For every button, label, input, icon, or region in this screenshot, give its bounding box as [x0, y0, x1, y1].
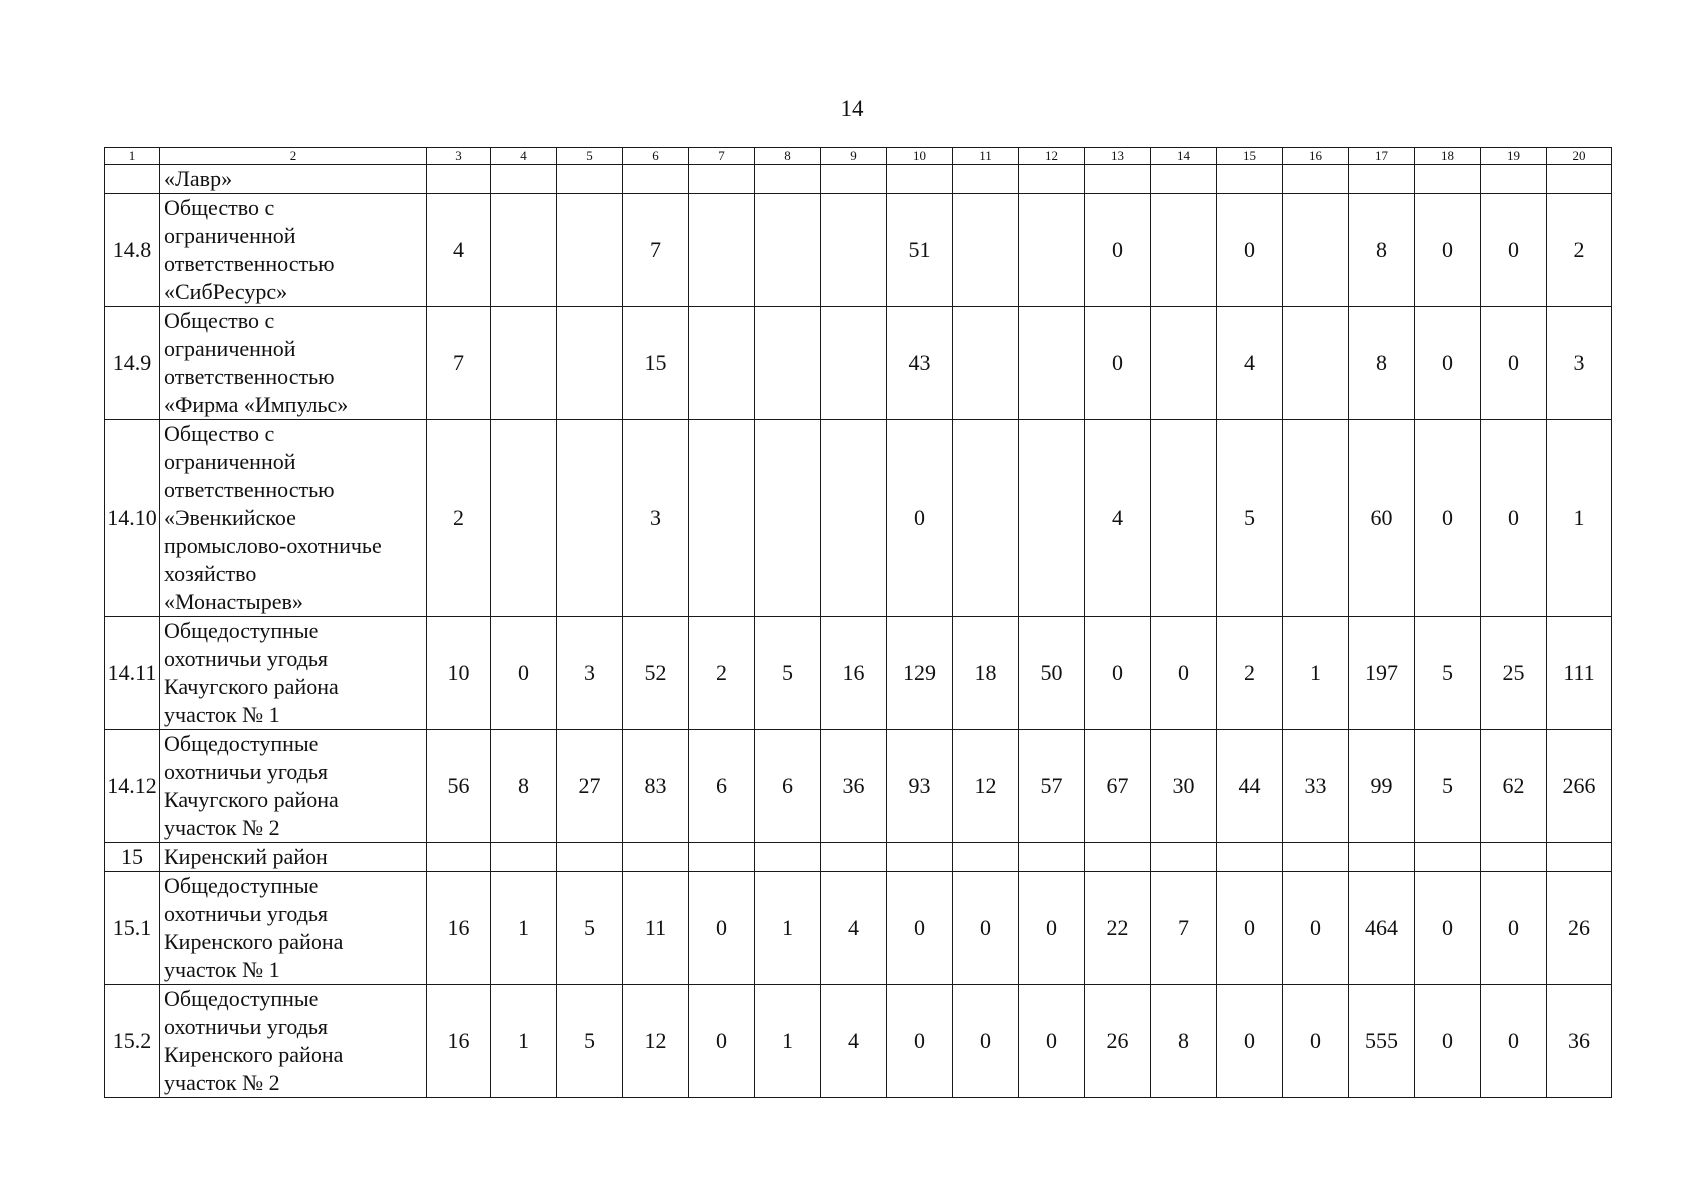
row-name-line: охотничьи угодья — [164, 901, 329, 926]
value-cell — [953, 165, 1019, 194]
row-name-line: «Эвенкийское — [164, 505, 296, 530]
value-cell — [557, 307, 623, 420]
value-cell: 5 — [1217, 420, 1283, 617]
value-cell — [1547, 843, 1612, 872]
row-name-cell — [160, 872, 427, 985]
value-cell: 3 — [557, 617, 623, 730]
value-cell: 1 — [491, 985, 557, 1098]
value-cell: 0 — [887, 420, 953, 617]
value-cell: 4 — [821, 985, 887, 1098]
value-cell — [1151, 165, 1217, 194]
value-cell: 52 — [623, 617, 689, 730]
value-cell — [887, 165, 953, 194]
column-number-cell: 15 — [1217, 148, 1283, 165]
value-cell: 16 — [427, 872, 491, 985]
value-cell: 5 — [755, 617, 821, 730]
row-name-line: ограниченной — [164, 336, 296, 361]
value-cell: 0 — [1481, 307, 1547, 420]
value-cell — [427, 843, 491, 872]
value-cell — [1019, 420, 1085, 617]
value-cell — [887, 843, 953, 872]
value-cell — [1151, 307, 1217, 420]
value-cell: 26 — [1085, 985, 1151, 1098]
value-cell — [755, 843, 821, 872]
value-cell — [1283, 843, 1349, 872]
value-cell — [1019, 194, 1085, 307]
value-cell: 50 — [1019, 617, 1085, 730]
value-cell: 93 — [887, 730, 953, 843]
value-cell: 2 — [427, 420, 491, 617]
column-number-cell: 13 — [1085, 148, 1151, 165]
row-name-line: Киренский район — [164, 844, 328, 869]
value-cell: 0 — [689, 985, 755, 1098]
row-name-line: «СибРесурс» — [164, 279, 288, 304]
value-cell: 12 — [953, 730, 1019, 843]
row-number-cell: 15.1 — [105, 872, 160, 985]
row-name-cell — [160, 730, 427, 843]
value-cell — [755, 194, 821, 307]
row-number-cell: 14.10 — [105, 420, 160, 617]
row-name-cell — [160, 843, 427, 872]
value-cell — [1217, 165, 1283, 194]
table-row — [105, 985, 1612, 1098]
value-cell — [821, 194, 887, 307]
row-name-line: Киренского района — [164, 929, 344, 954]
value-cell — [821, 307, 887, 420]
value-cell — [689, 420, 755, 617]
value-cell: 5 — [1415, 617, 1481, 730]
row-name-line: Киренского района — [164, 1042, 344, 1067]
table-row — [105, 843, 1612, 872]
value-cell — [689, 307, 755, 420]
value-cell: 197 — [1349, 617, 1415, 730]
value-cell: 0 — [1481, 194, 1547, 307]
row-name-line: ограниченной — [164, 223, 296, 248]
value-cell: 0 — [491, 617, 557, 730]
value-cell: 1 — [1547, 420, 1612, 617]
row-name-cell — [160, 307, 427, 420]
row-name-line: хозяйство — [164, 561, 257, 586]
value-cell: 7 — [427, 307, 491, 420]
value-cell — [1019, 165, 1085, 194]
column-number-cell: 19 — [1481, 148, 1547, 165]
row-name-line: участок № 1 — [164, 957, 280, 982]
row-name-cell — [160, 165, 427, 194]
table-row — [105, 730, 1612, 843]
value-cell: 10 — [427, 617, 491, 730]
value-cell: 111 — [1547, 617, 1612, 730]
value-cell — [953, 194, 1019, 307]
column-number-cell: 4 — [491, 148, 557, 165]
column-number-cell: 11 — [953, 148, 1019, 165]
value-cell: 7 — [1151, 872, 1217, 985]
column-number-cell: 5 — [557, 148, 623, 165]
column-number-cell: 12 — [1019, 148, 1085, 165]
row-name-line: Общедоступные — [164, 731, 319, 756]
table-row — [105, 617, 1612, 730]
value-cell — [1349, 165, 1415, 194]
value-cell — [755, 165, 821, 194]
value-cell: 30 — [1151, 730, 1217, 843]
value-cell: 7 — [623, 194, 689, 307]
value-cell — [755, 307, 821, 420]
table-row — [105, 420, 1612, 617]
column-number-cell: 1 — [105, 148, 160, 165]
row-name-line: участок № 1 — [164, 702, 280, 727]
value-cell: 0 — [1283, 985, 1349, 1098]
column-number-cell: 3 — [427, 148, 491, 165]
value-cell: 0 — [1019, 985, 1085, 1098]
row-name-line: Общество с — [164, 195, 275, 220]
value-cell — [689, 194, 755, 307]
value-cell — [1415, 165, 1481, 194]
value-cell: 36 — [1547, 985, 1612, 1098]
value-cell — [755, 420, 821, 617]
value-cell: 26 — [1547, 872, 1612, 985]
row-number-cell: 14.8 — [105, 194, 160, 307]
value-cell: 1 — [491, 872, 557, 985]
value-cell: 0 — [1415, 420, 1481, 617]
value-cell — [1019, 307, 1085, 420]
value-cell — [1085, 165, 1151, 194]
value-cell: 36 — [821, 730, 887, 843]
row-name-line: охотничьи угодья — [164, 759, 329, 784]
row-name-cell — [160, 617, 427, 730]
value-cell: 4 — [1217, 307, 1283, 420]
value-cell — [821, 165, 887, 194]
value-cell: 16 — [427, 985, 491, 1098]
value-cell — [1415, 843, 1481, 872]
value-cell: 4 — [1085, 420, 1151, 617]
value-cell: 5 — [557, 872, 623, 985]
value-cell: 99 — [1349, 730, 1415, 843]
column-number-cell: 10 — [887, 148, 953, 165]
row-name-line: Общество с — [164, 421, 275, 446]
row-name-cell — [160, 985, 427, 1098]
column-number-cell: 17 — [1349, 148, 1415, 165]
data-table — [104, 147, 1612, 1098]
row-name-cell — [160, 420, 427, 617]
table-row — [105, 165, 1612, 194]
row-name-line: «Фирма «Импульс» — [164, 392, 349, 417]
value-cell: 0 — [1481, 420, 1547, 617]
value-cell: 5 — [1415, 730, 1481, 843]
row-name-line: участок № 2 — [164, 1070, 280, 1095]
row-name-cell — [160, 194, 427, 307]
value-cell: 51 — [887, 194, 953, 307]
table-body — [105, 148, 1612, 1098]
row-name-line: ограниченной — [164, 449, 296, 474]
value-cell: 56 — [427, 730, 491, 843]
value-cell: 12 — [623, 985, 689, 1098]
value-cell: 6 — [755, 730, 821, 843]
row-name-line: промыслово-охотничье — [164, 533, 382, 558]
column-number-cell: 7 — [689, 148, 755, 165]
value-cell: 60 — [1349, 420, 1415, 617]
value-cell: 0 — [1415, 307, 1481, 420]
column-number-cell: 9 — [821, 148, 887, 165]
value-cell — [821, 843, 887, 872]
table-row — [105, 307, 1612, 420]
row-name-line: Качугского района — [164, 787, 339, 812]
value-cell: 62 — [1481, 730, 1547, 843]
value-cell — [821, 420, 887, 617]
value-cell: 27 — [557, 730, 623, 843]
column-number-cell: 16 — [1283, 148, 1349, 165]
value-cell: 0 — [953, 985, 1019, 1098]
value-cell — [1481, 165, 1547, 194]
value-cell: 0 — [1481, 872, 1547, 985]
value-cell: 0 — [1415, 985, 1481, 1098]
value-cell — [557, 420, 623, 617]
value-cell — [557, 194, 623, 307]
value-cell: 18 — [953, 617, 1019, 730]
value-cell: 4 — [427, 194, 491, 307]
value-cell — [1151, 420, 1217, 617]
value-cell: 0 — [1415, 872, 1481, 985]
value-cell — [1283, 420, 1349, 617]
value-cell — [491, 165, 557, 194]
column-number-row — [105, 148, 1612, 165]
value-cell: 4 — [821, 872, 887, 985]
value-cell: 83 — [623, 730, 689, 843]
value-cell — [1085, 843, 1151, 872]
value-cell — [689, 165, 755, 194]
row-number-cell: 14.12 — [105, 730, 160, 843]
row-name-line: ответственностью — [164, 251, 335, 276]
row-name-line: Общедоступные — [164, 618, 319, 643]
value-cell: 2 — [1217, 617, 1283, 730]
row-name-line: Общедоступные — [164, 986, 319, 1011]
column-number-cell: 8 — [755, 148, 821, 165]
column-number-cell: 14 — [1151, 148, 1217, 165]
row-name-line: «Монастырев» — [164, 589, 303, 614]
value-cell: 0 — [689, 872, 755, 985]
value-cell: 266 — [1547, 730, 1612, 843]
value-cell — [953, 843, 1019, 872]
row-name-line: охотничьи угодья — [164, 646, 329, 671]
value-cell: 1 — [755, 872, 821, 985]
table-row — [105, 872, 1612, 985]
value-cell — [491, 307, 557, 420]
value-cell: 44 — [1217, 730, 1283, 843]
value-cell — [557, 843, 623, 872]
value-cell — [1283, 194, 1349, 307]
value-cell: 11 — [623, 872, 689, 985]
row-name-line: ответственностью — [164, 364, 335, 389]
row-number-cell: 14.11 — [105, 617, 160, 730]
value-cell — [623, 165, 689, 194]
value-cell: 0 — [1085, 617, 1151, 730]
value-cell — [1283, 307, 1349, 420]
value-cell: 67 — [1085, 730, 1151, 843]
row-name-line: Качугского района — [164, 674, 339, 699]
value-cell — [1217, 843, 1283, 872]
value-cell: 25 — [1481, 617, 1547, 730]
value-cell — [1547, 165, 1612, 194]
value-cell: 22 — [1085, 872, 1151, 985]
value-cell: 0 — [1217, 985, 1283, 1098]
value-cell: 15 — [623, 307, 689, 420]
row-name-line: участок № 2 — [164, 815, 280, 840]
value-cell — [427, 165, 491, 194]
row-name-line: Общедоступные — [164, 873, 319, 898]
value-cell: 33 — [1283, 730, 1349, 843]
value-cell: 1 — [755, 985, 821, 1098]
row-number-cell: 15.2 — [105, 985, 160, 1098]
value-cell — [623, 843, 689, 872]
value-cell: 0 — [1415, 194, 1481, 307]
value-cell: 43 — [887, 307, 953, 420]
value-cell — [1151, 194, 1217, 307]
value-cell — [1019, 843, 1085, 872]
value-cell: 0 — [887, 985, 953, 1098]
value-cell: 8 — [1151, 985, 1217, 1098]
value-cell: 0 — [1085, 307, 1151, 420]
value-cell: 0 — [953, 872, 1019, 985]
value-cell — [557, 165, 623, 194]
value-cell — [1283, 165, 1349, 194]
value-cell: 129 — [887, 617, 953, 730]
row-number-cell — [105, 165, 160, 194]
row-name-line: ответственностью — [164, 477, 335, 502]
value-cell: 0 — [887, 872, 953, 985]
value-cell: 16 — [821, 617, 887, 730]
value-cell: 2 — [689, 617, 755, 730]
value-cell: 464 — [1349, 872, 1415, 985]
value-cell — [491, 843, 557, 872]
value-cell: 0 — [1151, 617, 1217, 730]
column-number-cell: 2 — [160, 148, 427, 165]
value-cell: 0 — [1019, 872, 1085, 985]
value-cell — [1151, 843, 1217, 872]
row-number-cell: 14.9 — [105, 307, 160, 420]
value-cell: 8 — [1349, 307, 1415, 420]
value-cell: 6 — [689, 730, 755, 843]
value-cell: 3 — [623, 420, 689, 617]
value-cell — [689, 843, 755, 872]
value-cell: 57 — [1019, 730, 1085, 843]
value-cell: 0 — [1217, 872, 1283, 985]
value-cell: 1 — [1283, 617, 1349, 730]
column-number-cell: 20 — [1547, 148, 1612, 165]
column-number-cell: 6 — [623, 148, 689, 165]
value-cell: 555 — [1349, 985, 1415, 1098]
value-cell: 3 — [1547, 307, 1612, 420]
value-cell: 8 — [1349, 194, 1415, 307]
value-cell: 2 — [1547, 194, 1612, 307]
row-number-cell: 15 — [105, 843, 160, 872]
row-name-line: «Лавр» — [164, 166, 233, 191]
value-cell — [953, 307, 1019, 420]
value-cell — [491, 194, 557, 307]
value-cell: 0 — [1283, 872, 1349, 985]
table-row — [105, 194, 1612, 307]
value-cell: 8 — [491, 730, 557, 843]
value-cell — [1349, 843, 1415, 872]
row-name-line: охотничьи угодья — [164, 1014, 329, 1039]
page-number: 14 — [840, 96, 864, 121]
value-cell — [1481, 843, 1547, 872]
value-cell: 0 — [1481, 985, 1547, 1098]
value-cell: 0 — [1217, 194, 1283, 307]
row-name-line: Общество с — [164, 308, 275, 333]
column-number-cell: 18 — [1415, 148, 1481, 165]
value-cell: 0 — [1085, 194, 1151, 307]
value-cell — [491, 420, 557, 617]
value-cell — [953, 420, 1019, 617]
value-cell: 5 — [557, 985, 623, 1098]
